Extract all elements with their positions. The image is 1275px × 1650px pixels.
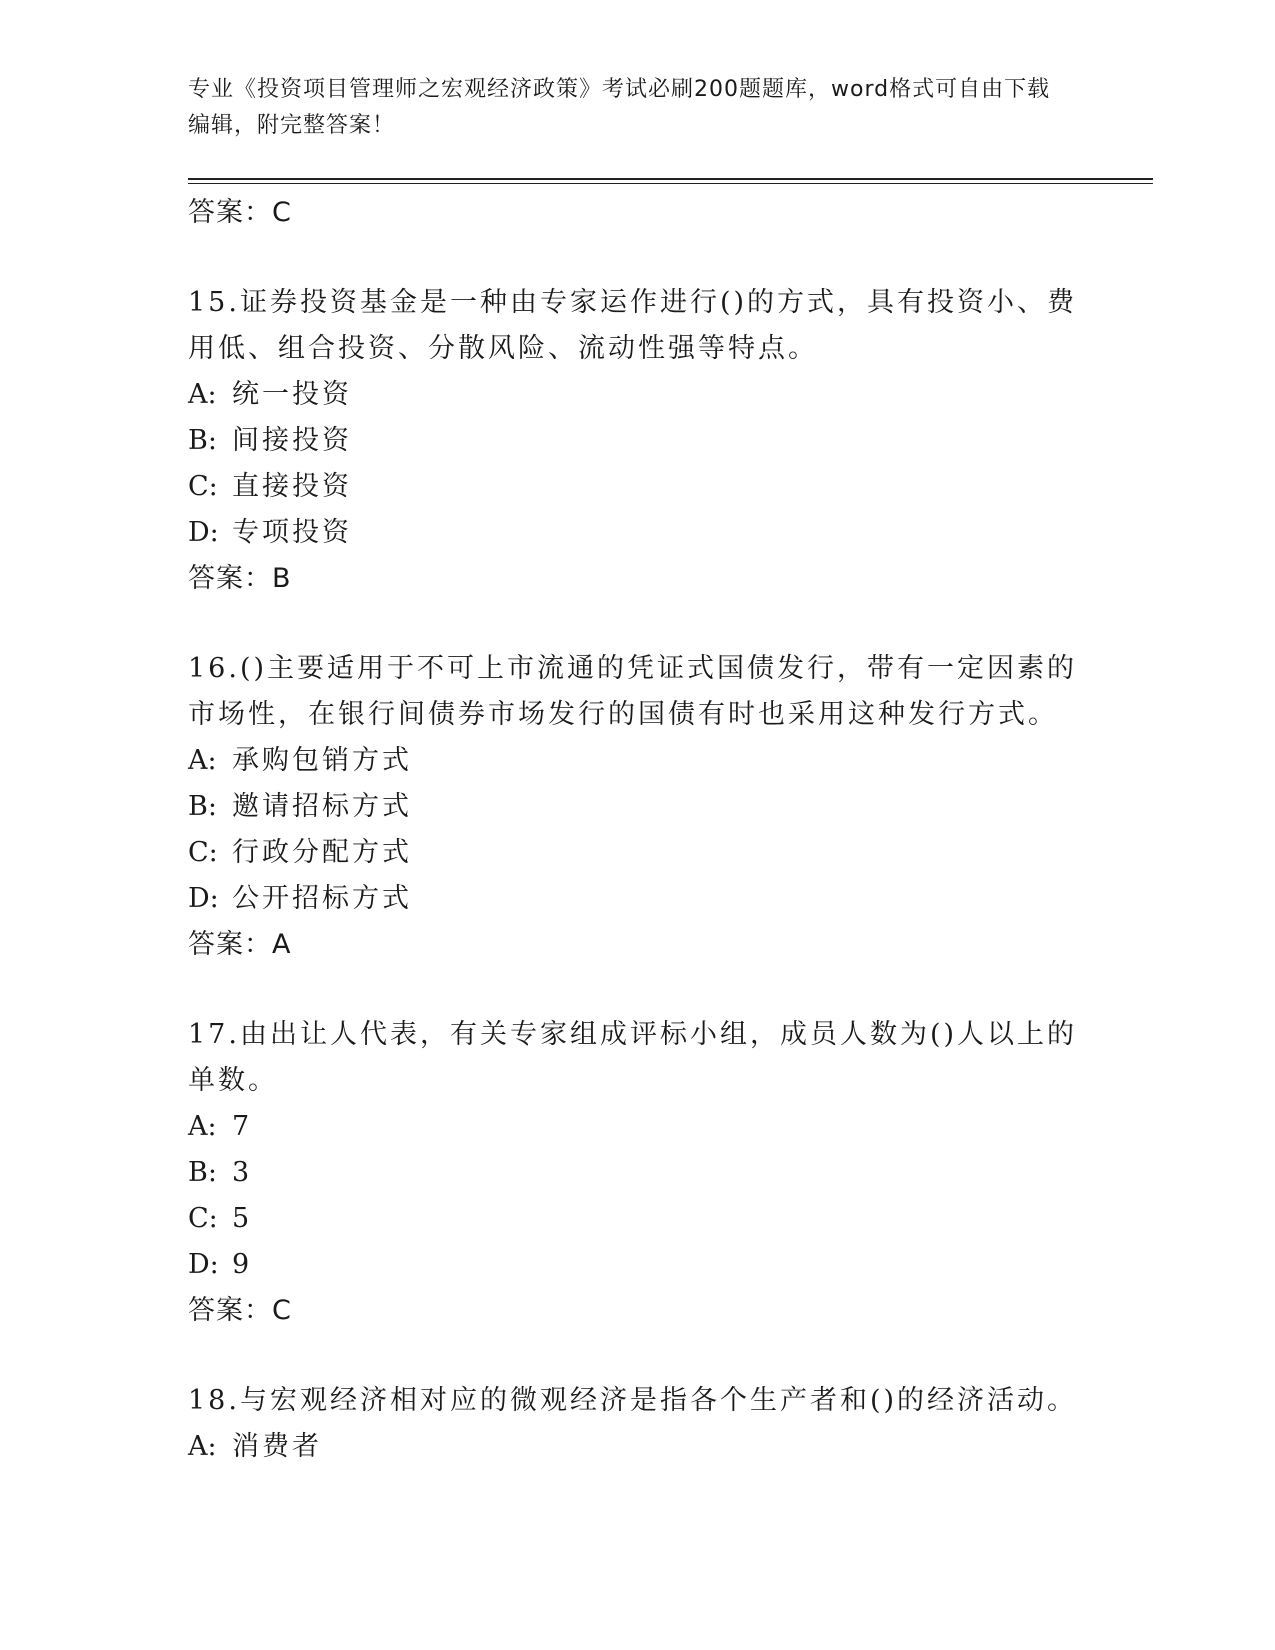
header-rule-thick [188, 178, 1153, 180]
option-c [188, 830, 1088, 876]
option-b [188, 784, 1088, 830]
spacer [188, 602, 1088, 646]
spacer [188, 1334, 1088, 1378]
option-a [188, 1104, 1088, 1150]
option-text: 统一投资 [232, 379, 352, 410]
option-key: C: [188, 1203, 218, 1234]
option-a [188, 372, 1088, 418]
question-text: 17.由出让人代表，有关专家组成评标小组，成员人数为()人以上的单数。 [188, 1019, 1078, 1096]
question-list [188, 190, 1088, 1470]
document-header: 专业《投资项目管理师之宏观经济政策》考试必刷200题题库，word格式可自由下载编辑，附完整答案！ [188, 77, 1051, 138]
option-text: 间接投资 [232, 425, 352, 456]
header-rule-thin [188, 183, 1153, 184]
option-text: 7 [232, 1111, 253, 1142]
option-text: 3 [232, 1157, 253, 1188]
option-b [188, 1150, 1088, 1196]
option-key: A: [188, 1111, 217, 1142]
question-18 [188, 1378, 1088, 1470]
option-d [188, 1242, 1088, 1288]
option-key: B: [188, 791, 217, 822]
option-d [188, 510, 1088, 556]
option-text: 9 [232, 1249, 253, 1280]
answer: 答案：A [188, 929, 292, 960]
option-key: A: [188, 1431, 217, 1462]
option-key: B: [188, 425, 217, 456]
option-text: 邀请招标方式 [232, 791, 412, 822]
question-17 [188, 1012, 1088, 1334]
option-key: A: [188, 379, 217, 410]
question-text: 18.与宏观经济相对应的微观经济是指各个生产者和()的经济活动。 [188, 1385, 1078, 1416]
answer: 答案：C [188, 1295, 292, 1326]
option-text: 承购包销方式 [232, 745, 412, 776]
option-key: A: [188, 745, 217, 776]
option-key: C: [188, 837, 218, 868]
option-key: D: [188, 517, 219, 548]
option-key: D: [188, 1249, 219, 1280]
option-c [188, 464, 1088, 510]
option-text: 专项投资 [232, 517, 352, 548]
option-key: C: [188, 471, 218, 502]
option-key: B: [188, 1157, 217, 1188]
option-c [188, 1196, 1088, 1242]
spacer [188, 236, 1088, 280]
option-a [188, 1424, 1088, 1470]
question-text: 16.()主要适用于不可上市流通的凭证式国债发行，带有一定因素的市场性，在银行间债券市场发行的国债有时也采用这种发行方式。 [188, 653, 1078, 730]
option-text: 行政分配方式 [232, 837, 412, 868]
option-text: 直接投资 [232, 471, 352, 502]
spacer [188, 968, 1088, 1012]
option-b [188, 418, 1088, 464]
option-text: 5 [232, 1203, 253, 1234]
option-key: D: [188, 883, 219, 914]
answer: 答案：B [188, 563, 292, 594]
option-a [188, 738, 1088, 784]
option-text: 消费者 [232, 1431, 322, 1462]
question-15 [188, 280, 1088, 602]
question-text: 15.证券投资基金是一种由专家运作进行()的方式，具有投资小、费用低、组合投资、分散风险、流动性强等特点。 [188, 287, 1078, 364]
option-text: 公开招标方式 [232, 883, 412, 914]
option-d [188, 876, 1088, 922]
previous-answer: 答案：C [188, 197, 292, 228]
question-16 [188, 646, 1088, 968]
